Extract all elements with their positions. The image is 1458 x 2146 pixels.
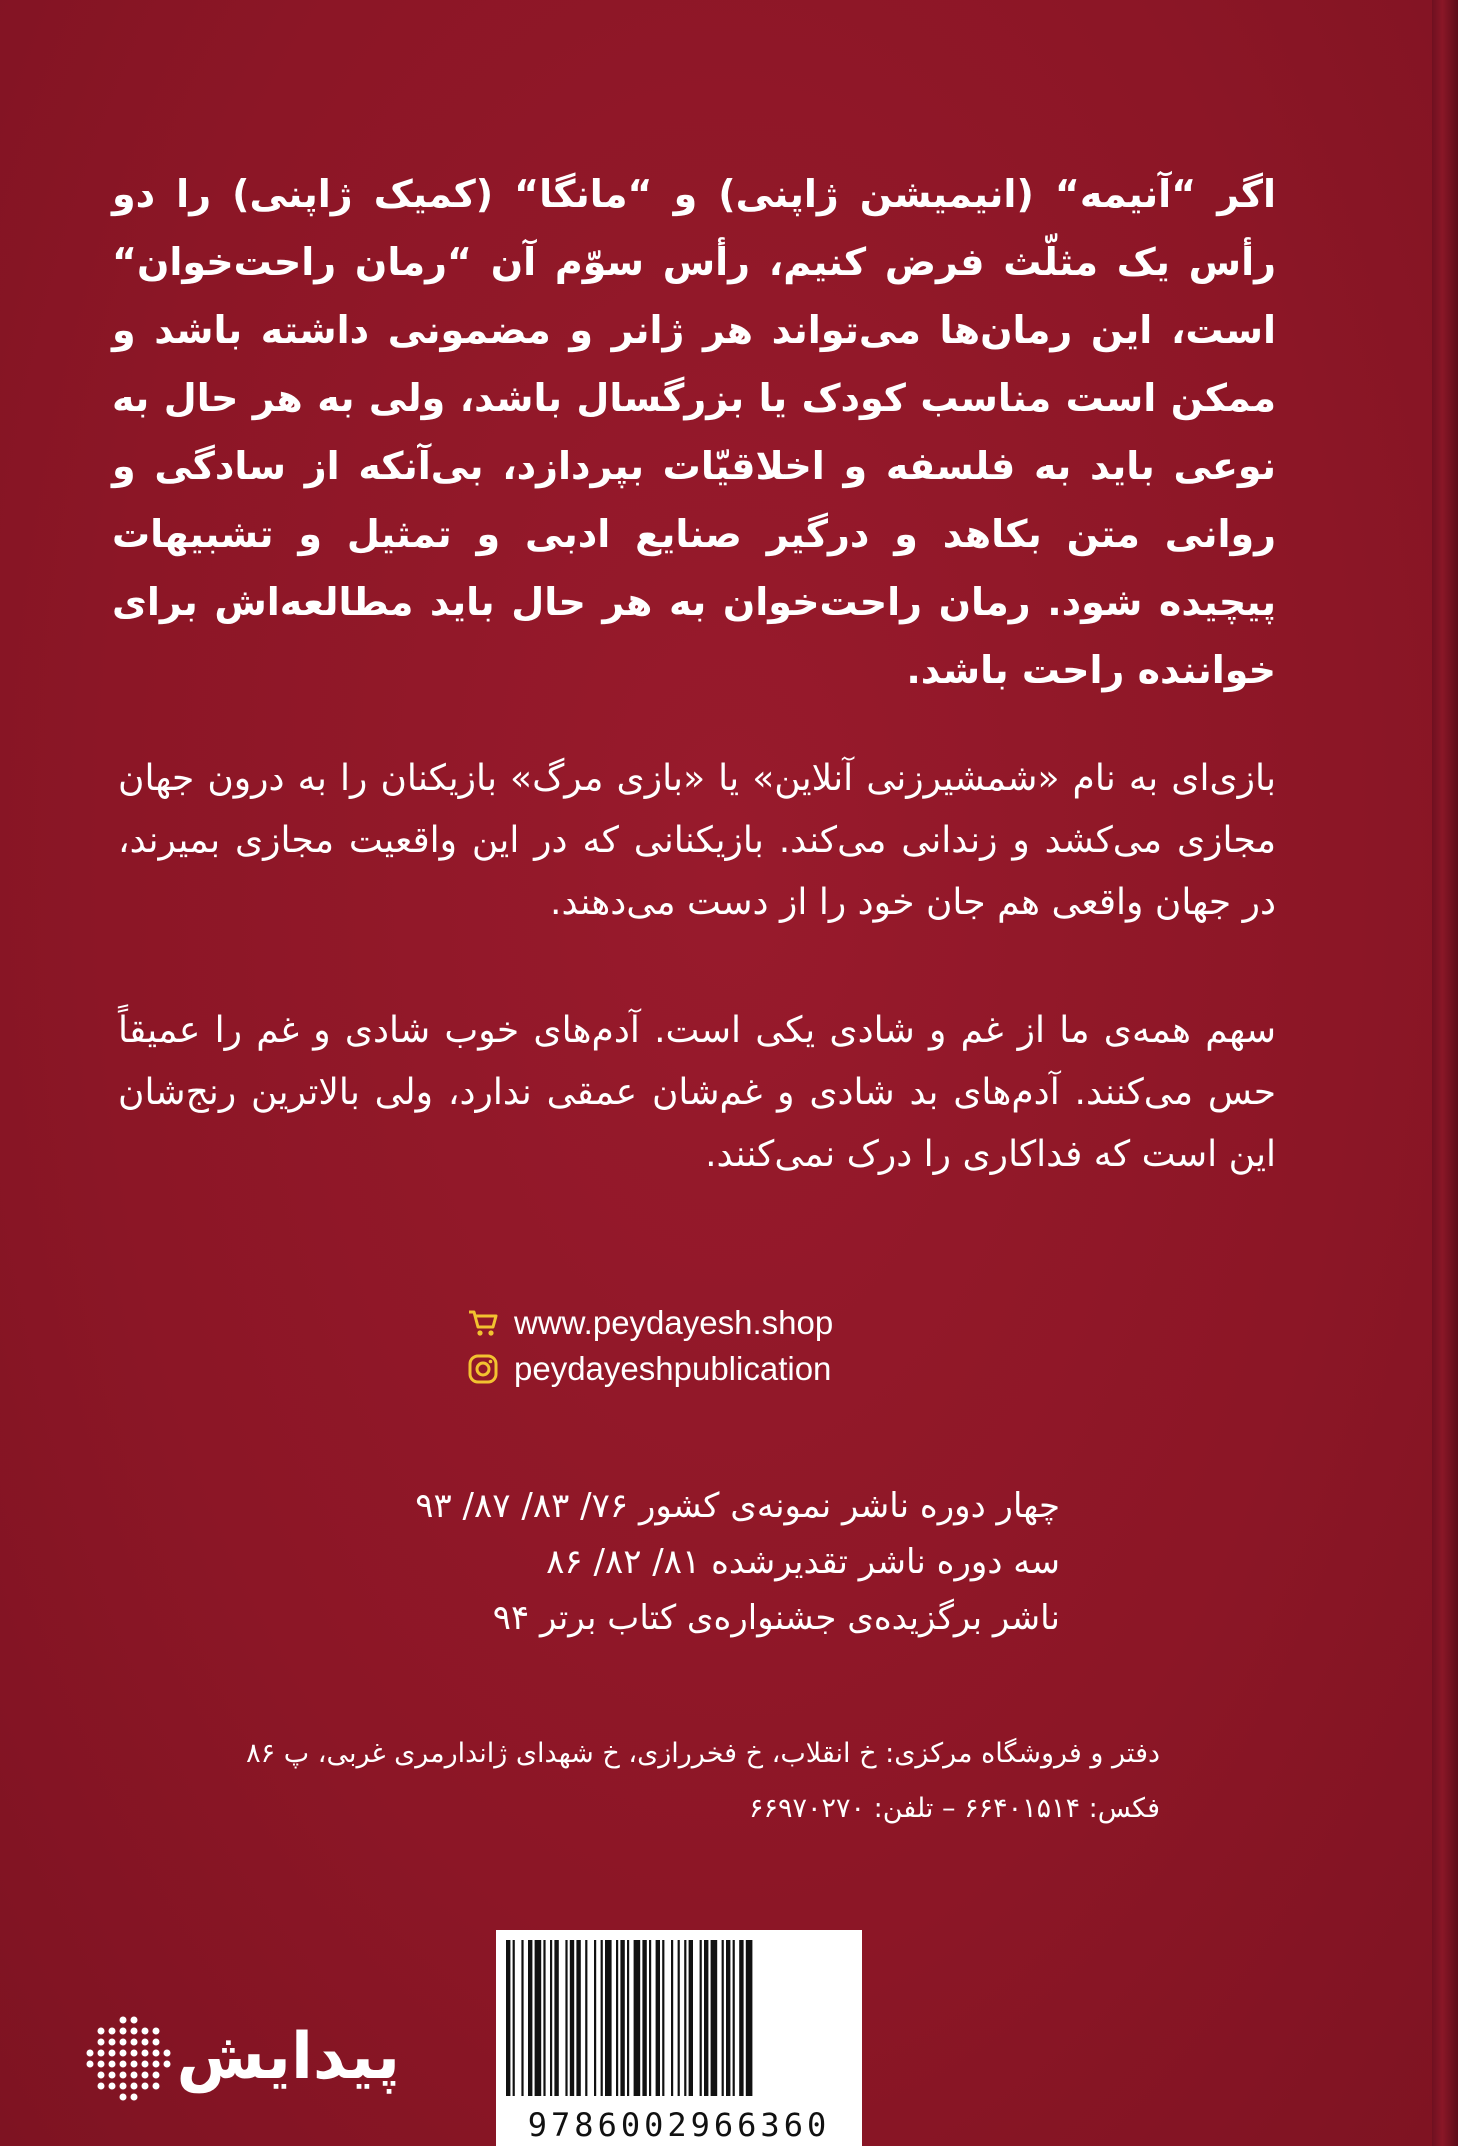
- publisher-address: [230, 1726, 1160, 1836]
- barcode-bar: [550, 1940, 552, 2096]
- barcode-bar: [662, 1940, 664, 2096]
- instagram-icon: [468, 1354, 498, 1384]
- shopping-cart-icon: [468, 1308, 498, 1338]
- logo-dot: [98, 2039, 105, 2046]
- barcode-bar: [678, 1940, 680, 2096]
- barcode-bar: [554, 1940, 558, 2096]
- logo-dot: [131, 2094, 138, 2101]
- address-line: دفتر و فروشگاه مرکزی: خ انقلاب، خ فخررازی، خ شهدای ژاندارمری غربی، پ ۸۶: [246, 1738, 1160, 1769]
- logo-dot: [164, 2050, 171, 2057]
- isbn-number: 9786002966360: [527, 2106, 831, 2144]
- barcode-bar: [642, 1940, 646, 2096]
- barcode-bar: [620, 1940, 624, 2096]
- barcode-bar: [627, 1940, 629, 2096]
- logo-dot: [131, 2072, 138, 2079]
- logo-dot: [120, 2094, 127, 2101]
- barcode-bar: [649, 1940, 651, 2096]
- barcode-bar: [739, 1940, 743, 2096]
- barcode-bar: [726, 1940, 730, 2096]
- logo-dot: [153, 2072, 160, 2079]
- website-link[interactable]: www.peydayesh.shop: [514, 1304, 834, 1341]
- logo-dot: [131, 2028, 138, 2035]
- barcode-bar: [722, 1940, 724, 2096]
- logo-dot: [109, 2072, 116, 2079]
- logo-dot: [120, 2050, 127, 2057]
- barcode-bar: [711, 1940, 718, 2096]
- logo-dot: [131, 2050, 138, 2057]
- logo-dot: [120, 2028, 127, 2035]
- logo-dot: [142, 2028, 149, 2035]
- award-line: ناشر برگزیده‌ی جشنواره‌ی کتاب برتر ۹۴: [492, 1598, 1060, 1638]
- publisher-logo-text: پیدایش: [176, 2020, 400, 2094]
- logo-dot: [120, 2072, 127, 2079]
- logo-dot: [109, 2061, 116, 2068]
- logo-dot: [142, 2083, 149, 2090]
- logo-dot: [109, 2039, 116, 2046]
- logo-dot: [131, 2061, 138, 2068]
- logo-dot: [142, 2061, 149, 2068]
- barcode-bar: [570, 1940, 574, 2096]
- instagram-row[interactable]: [468, 1346, 833, 1392]
- barcode-bar: [594, 1940, 596, 2096]
- logo-dot: [98, 2072, 105, 2079]
- barcode-bar: [513, 1940, 515, 2096]
- barcode-bar: [528, 1940, 532, 2096]
- barcode-bar: [746, 1940, 753, 2096]
- story-paragraph: بازی‌ای به نام «شمشیرزنی آنلاین» یا «بازی مرگ» بازیکنان را به درون جهان مجازی می‌کشد و زندانی می‌کند. بازیکنانی که در این واقعیت مجازی بمیرند، در جهان واقعی هم جان خود را از دست می‌دهند.: [118, 758, 1276, 923]
- logo-dot: [153, 2050, 160, 2057]
- logo-dot: [164, 2061, 171, 2068]
- barcode-bar: [576, 1940, 580, 2096]
- barcode-bar: [605, 1940, 612, 2096]
- logo-dot: [98, 2083, 105, 2090]
- barcode-bar: [704, 1940, 708, 2096]
- logo-dot: [131, 2017, 138, 2024]
- logo-dot: [109, 2028, 116, 2035]
- website-row[interactable]: [468, 1300, 833, 1346]
- barcode-bar: [535, 1940, 542, 2096]
- logo-dot: [120, 2061, 127, 2068]
- phone-fax-line: فکس: ۶۶۴۰۱۵۱۴ – تلفن: ۶۶۹۷۰۲۷۰: [749, 1793, 1160, 1824]
- logo-dot: [153, 2028, 160, 2035]
- intro-paragraph: اگر “آنیمه“ (انیمیشن ژاپنی) و “مانگا“ (کمیک ژاپنی) را دو رأس یک مثلّث فرض کنیم، رأس سوّم آن “رمان راحت‌خوان“ است، این رمان‌ها می‌تواند هر ژانر و مضمونی داشته باشد و ممکن است مناسب کودک یا بزرگسال باشد، ولی به هر حال به نوعی باید به فلسفه و اخلاقیّات بپردازد، بی‌آنکه از سادگی و روانی متن بکاهد و درگیر صنایع ادبی و تمثیل و تشبیهات پیچیده شود. رمان راحت‌خوان به هر حال باید مطالعه‌اش برای خواننده راحت باشد.: [112, 172, 1276, 692]
- logo-dot: [120, 2083, 127, 2090]
- barcode-bar: [689, 1940, 693, 2096]
- logo-dot: [109, 2050, 116, 2057]
- logo-dot: [98, 2050, 105, 2057]
- barcode-bar: [634, 1940, 641, 2096]
- isbn-barcode: [496, 1930, 862, 2146]
- contact-block: [468, 1300, 833, 1392]
- spine-edge: [1432, 0, 1458, 2146]
- barcode-bar: [656, 1940, 660, 2096]
- logo-dot: [98, 2061, 105, 2068]
- logo-dot: [87, 2061, 94, 2068]
- barcode-bar: [700, 1940, 702, 2096]
- logo-dot: [87, 2050, 94, 2057]
- quote-paragraph: سهم همه‌ی ما از غم و شادی یکی است. آدم‌های خوب شادی و غم را عمیقاً حس می‌کنند. آدم‌های بد شادی و غم‌شان عمقی ندارد، ولی بالاترین رنج‌شان این است که فداکاری را درک نمی‌کنند.: [118, 1010, 1276, 1175]
- barcode-bar: [601, 1940, 603, 2096]
- barcode-bar: [671, 1940, 673, 2096]
- barcode-bar: [733, 1940, 735, 2096]
- barcode-bar: [585, 1940, 587, 2096]
- barcode-bar: [616, 1940, 618, 2096]
- logo-dot: [142, 2050, 149, 2057]
- instagram-handle[interactable]: peydayeshpublication: [514, 1350, 832, 1387]
- logo-dot: [153, 2083, 160, 2090]
- logo-dot: [153, 2039, 160, 2046]
- award-line: سه دوره ناشر تقدیرشده ۸۱/ ۸۲/ ۸۶: [546, 1542, 1060, 1582]
- logo-dot: [120, 2017, 127, 2024]
- logo-dot: [98, 2028, 105, 2035]
- award-line: چهار دوره ناشر نمونه‌ی کشور ۷۶/ ۸۳/ ۸۷/ ۹۳: [415, 1486, 1060, 1526]
- logo-dot: [153, 2061, 160, 2068]
- publisher-awards: [300, 1478, 1060, 1646]
- logo-dot: [142, 2039, 149, 2046]
- barcode-bar: [543, 1940, 545, 2096]
- logo-dot: [109, 2083, 116, 2090]
- barcode-bar: [506, 1940, 510, 2096]
- barcode-bar: [521, 1940, 523, 2096]
- barcode-bar: [565, 1940, 567, 2096]
- logo-dot: [131, 2083, 138, 2090]
- logo-dot: [120, 2039, 127, 2046]
- logo-dot: [131, 2039, 138, 2046]
- logo-dot: [142, 2072, 149, 2079]
- barcode-bar: [684, 1940, 686, 2096]
